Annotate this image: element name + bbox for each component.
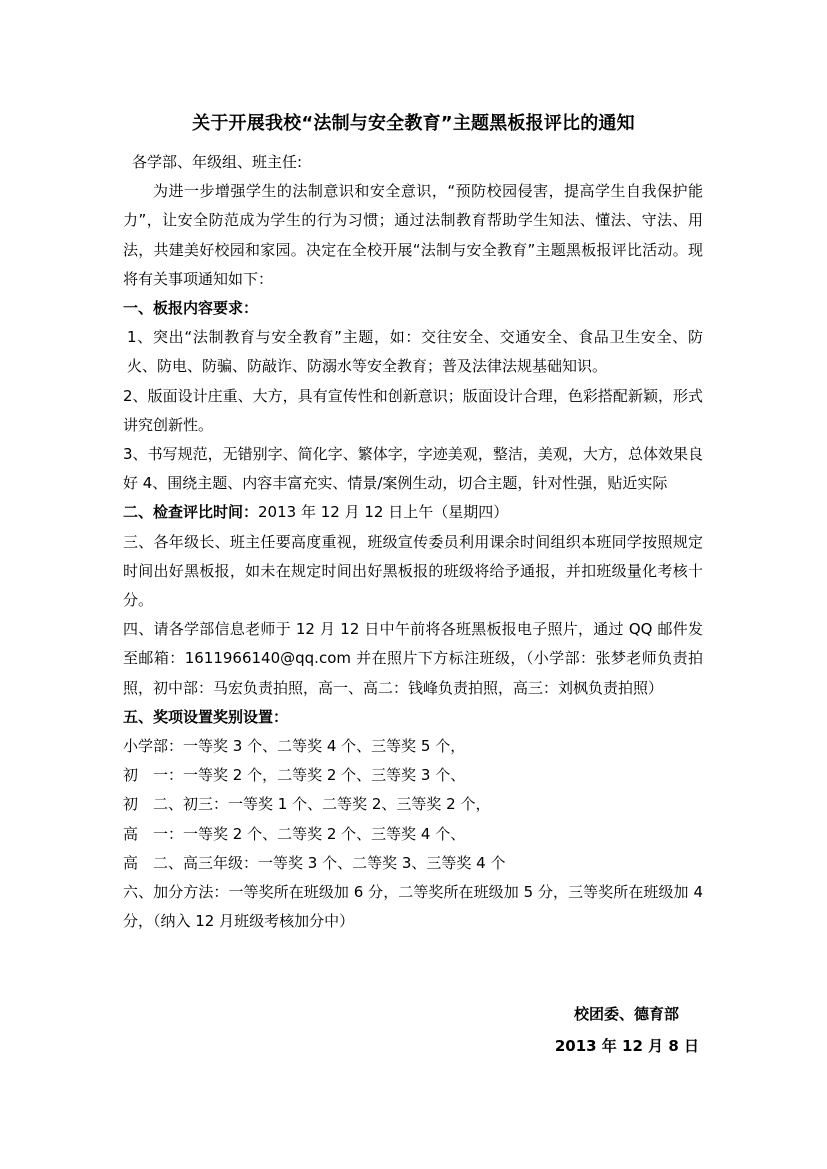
- document-body: [123, 148, 703, 936]
- intro-paragraph: 为进一步增强学生的法制意识和安全意识，“预防校园侵害，提高学生自我保护能力”，让安全防范成为学生的行为习惯；通过法制教育帮助学生知法、懂法、守法、用法，共建美好校园和家园。决定在全校开展“法制与安全教育”主题黑板报评比活动。现将有关事项通知如下：: [123, 182, 703, 288]
- section6-paragraph: 六、加分方法：一等奖所在班级加 6 分，二等奖所在班级加 5 分，三等奖所在班级加 4 分，（纳入 12 月班级考核加分中）: [123, 883, 703, 931]
- award-line: 小学部：一等奖 3 个、二等奖 4 个、三等奖 5 个，: [123, 737, 466, 756]
- signature-block: [555, 998, 699, 1062]
- award-line: 初 二、初三：一等奖 1 个、二等奖 2、三等奖 2 个，: [123, 795, 491, 814]
- award-line: 初 一：一等奖 2 个，二等奖 2 个、三等奖 3 个、: [123, 766, 466, 785]
- document-title: 关于开展我校“法制与安全教育”主题黑板报评比的通知: [192, 113, 635, 134]
- section4-paragraph: 四、请各学部信息老师于 12 月 12 日中午前将各班黑板报电子照片，通过 QQ 邮件发至邮箱：1611966140@qq.com 并在照片下方标注班级，（小学部：张梦老师负责拍照，初中部：马宏负责拍照，高一、高二：钱峰负责拍照，高三：刘枫负责拍照）: [123, 620, 703, 697]
- signature-date: 2013 年 12 月 8 日: [554, 1037, 699, 1055]
- section2-value: 2013 年 12 月 12 日上午（星期四）: [258, 503, 509, 522]
- section1-item: 3、书写规范，无错别字、简化字、繁体字，字迹美观，整洁，美观，大方，总体效果良好 4、围绕主题、内容丰富充实、情景/案例生动，切合主题，针对性强，贴近实际: [123, 445, 703, 493]
- section1-item: 1、突出“法制教育与安全教育”主题，如：交往安全、交通安全、食品卫生安全、防火、防电、防骗、防敲诈、防溺水等安全教育；普及法律法规基础知识。: [127, 328, 703, 376]
- salutation: 各学部、年级组、班主任:: [132, 153, 303, 171]
- section1-heading: 一、板报内容要求：: [123, 299, 259, 318]
- section1-item: 2、版面设计庄重、大方，具有宣传性和创新意识；版面设计合理，色彩搭配新颖，形式讲究创新性。: [123, 386, 703, 434]
- section2-heading: 二、检查评比时间：: [123, 503, 259, 522]
- signature-org: 校团委、德育部: [573, 1005, 679, 1023]
- award-line: 高 二、高三年级：一等奖 3 个、二等奖 3、三等奖 4 个: [123, 853, 506, 872]
- section5-heading: 五、奖项设置奖别设置：: [123, 707, 289, 726]
- section3-paragraph: 三、各年级长、班主任要高度重视，班级宣传委员利用课余时间组织本班同学按照规定时间出好黑板报，如未在规定时间出好黑板报的班级将给予通报，并扣班级量化考核十分。: [123, 532, 703, 610]
- award-line: 高 一：一等奖 2 个、二等奖 2 个、三等奖 4 个、: [123, 824, 466, 843]
- section2: [123, 498, 703, 527]
